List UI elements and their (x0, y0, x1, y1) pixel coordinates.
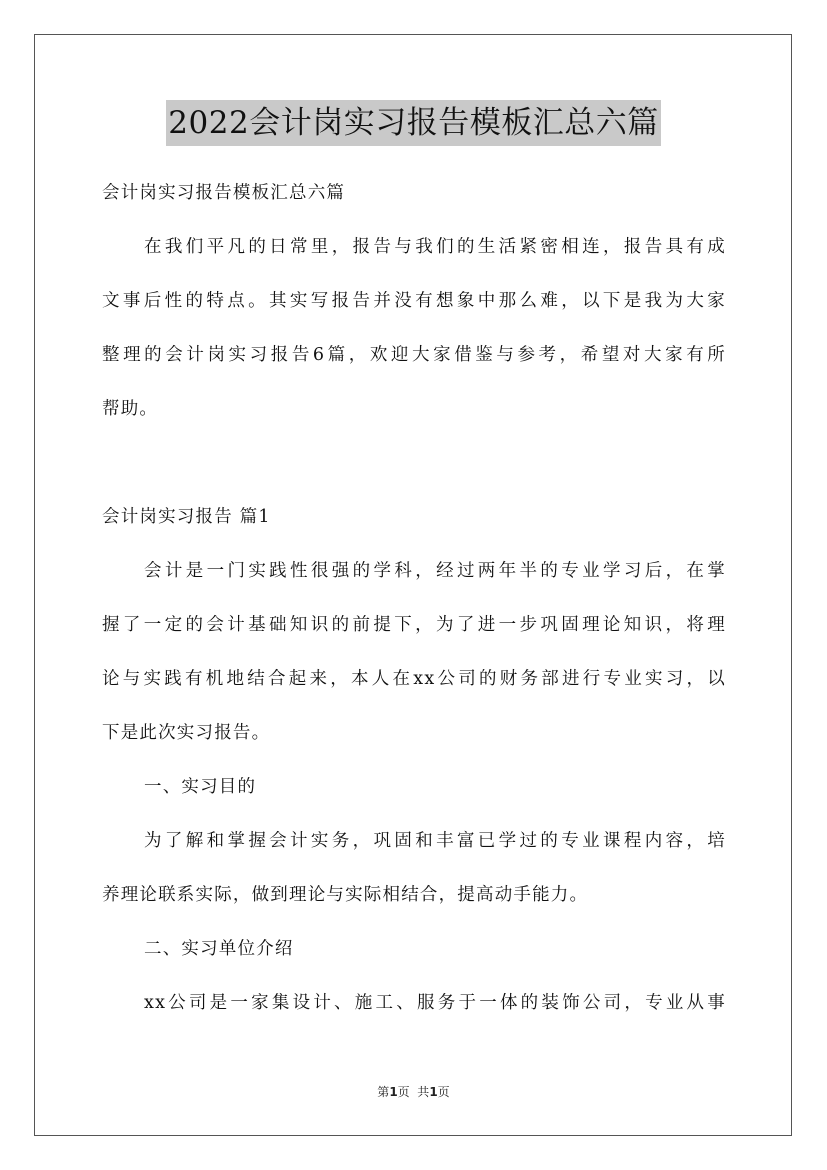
intro-line: 整理的会计岗实习报告6篇，欢迎大家借鉴与参考，希望对大家有所 (102, 345, 726, 365)
document-subtitle: 会计岗实习报告模板汇总六篇 (102, 183, 346, 203)
intro-line: 在我们平凡的日常里，报告与我们的生活紧密相连，报告具有成 (144, 237, 726, 257)
unit-line: xx公司是一家集设计、施工、服务于一体的装饰公司，专业从事 (144, 993, 726, 1013)
document-body (102, 166, 726, 1030)
footer-page-number: 1 (389, 1085, 398, 1099)
purpose-line: 为了解和掌握会计实务，巩固和丰富已学过的专业课程内容，培 (144, 831, 726, 851)
footer-suffix: 页 (437, 1085, 450, 1099)
footer-mid: 页 共 (397, 1085, 430, 1099)
unit-heading: 二、实习单位介绍 (144, 939, 294, 959)
page-footer (0, 1083, 827, 1100)
section1-line: 论与实践有机地结合起来，本人在xx公司的财务部进行专业实习，以 (102, 669, 726, 689)
purpose-line: 养理论联系实际，做到理论与实际相结合，提高动手能力。 (102, 885, 589, 905)
intro-line: 帮助。 (102, 399, 159, 419)
section1-line: 下是此次实习报告。 (102, 723, 271, 743)
title-container (0, 100, 827, 146)
section1-line: 会计是一门实践性很强的学科，经过两年半的专业学习后，在掌 (144, 561, 726, 581)
section1-line: 握了一定的会计基础知识的前提下，为了进一步巩固理论知识，将理 (102, 615, 726, 635)
footer-prefix: 第 (377, 1085, 390, 1099)
paragraph-gap (102, 436, 726, 490)
intro-line: 文事后性的特点。其实写报告并没有想象中那么难，以下是我为大家 (102, 291, 726, 311)
footer-total-pages: 1 (429, 1085, 438, 1099)
document-title: 2022会计岗实习报告模板汇总六篇 (166, 100, 660, 146)
purpose-heading: 一、实习目的 (144, 777, 257, 797)
section-heading: 会计岗实习报告 篇1 (102, 507, 271, 527)
